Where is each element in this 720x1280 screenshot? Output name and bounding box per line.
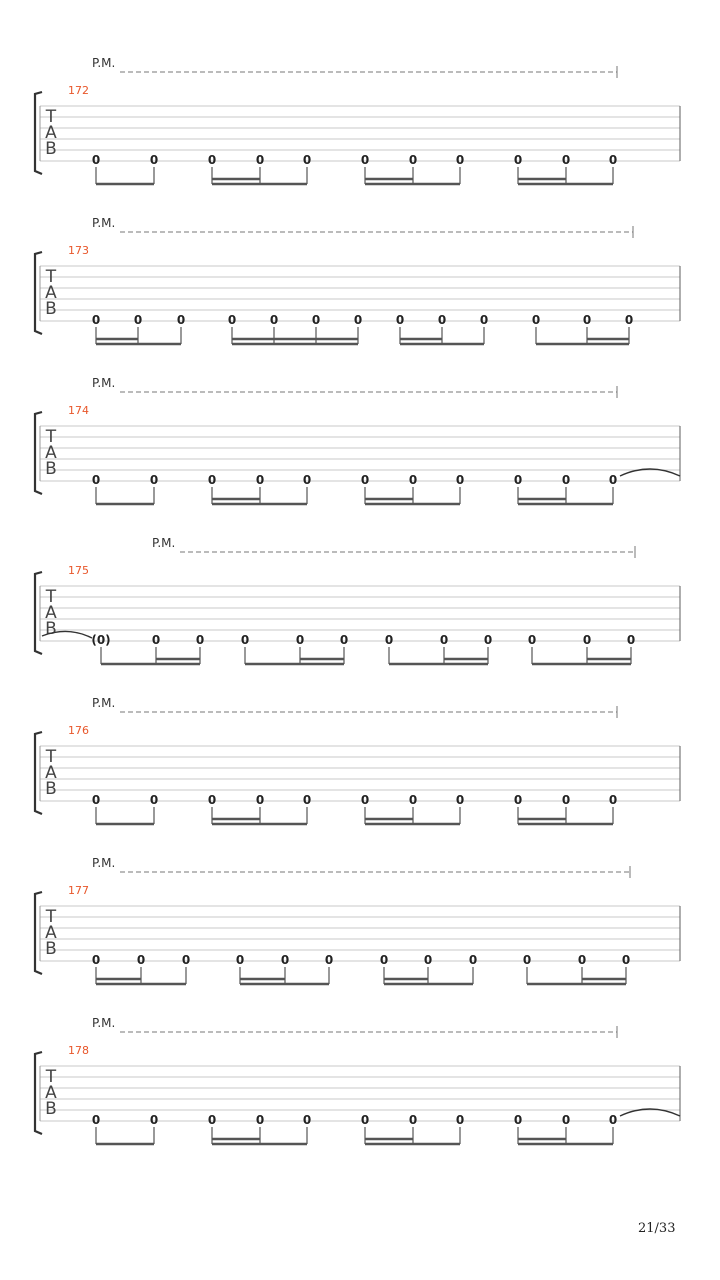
fret-number: 0 [149, 793, 159, 807]
tab-clef-letter: B [45, 459, 57, 479]
fret-number: 0 [360, 473, 370, 487]
fret-number: 0 [91, 1113, 101, 1127]
fret-number: 0 [455, 793, 465, 807]
tab-clef-letter: T [45, 907, 57, 927]
fret-number: 0 [360, 1113, 370, 1127]
fret-number: 0 [255, 793, 265, 807]
tab-clef-letter: T [45, 267, 57, 287]
fret-number: 0 [561, 793, 571, 807]
fret-number: 0 [255, 153, 265, 167]
fret-number: 0 [582, 633, 592, 647]
fret-number: 0 [384, 633, 394, 647]
fret-number: 0 [513, 793, 523, 807]
system-bracket [35, 412, 42, 494]
tab-clef-letter: B [45, 139, 57, 159]
tab-clef-letter: T [45, 747, 57, 767]
fret-number: 0 [311, 313, 321, 327]
tab-clef-letter: T [45, 427, 57, 447]
palm-mute-label: P.M. [92, 1016, 116, 1030]
tab-clef-letter: B [45, 1099, 57, 1119]
fret-number: 0 [513, 473, 523, 487]
fret-number: 0 [513, 153, 523, 167]
fret-number: 0 [91, 793, 101, 807]
fret-number: 0 [379, 953, 389, 967]
fret-number: 0 [207, 153, 217, 167]
fret-number: 0 [269, 313, 279, 327]
fret-number: 0 [455, 1113, 465, 1127]
fret-number: 0 [91, 153, 101, 167]
fret-number: 0 [608, 793, 618, 807]
fret-number: 0 [624, 313, 634, 327]
system-bracket [35, 1052, 42, 1134]
fret-number: 0 [136, 953, 146, 967]
fret-number: (0) [91, 633, 111, 647]
fret-number: 0 [176, 313, 186, 327]
fret-number: 0 [360, 793, 370, 807]
fret-number: 0 [181, 953, 191, 967]
fret-number: 0 [626, 633, 636, 647]
fret-number: 0 [531, 313, 541, 327]
fret-number: 0 [302, 153, 312, 167]
fret-number: 0 [395, 313, 405, 327]
tab-clef-letter: T [45, 587, 57, 607]
measure-number: 175 [68, 564, 89, 577]
fret-number: 0 [561, 153, 571, 167]
tab-clef-letter: A [45, 123, 57, 143]
fret-number: 0 [408, 793, 418, 807]
tab-clef-letter: B [45, 939, 57, 959]
palm-mute-label: P.M. [92, 376, 116, 390]
fret-number: 0 [408, 1113, 418, 1127]
palm-mute-label: P.M. [92, 216, 116, 230]
fret-number: 0 [527, 633, 537, 647]
tab-clef-letter: B [45, 779, 57, 799]
fret-number: 0 [149, 473, 159, 487]
palm-mute-label: P.M. [92, 696, 116, 710]
tab-clef-letter: A [45, 283, 57, 303]
fret-number: 0 [255, 1113, 265, 1127]
fret-number: 0 [360, 153, 370, 167]
fret-number: 0 [151, 633, 161, 647]
fret-number: 0 [207, 793, 217, 807]
tab-clef-letter: A [45, 443, 57, 463]
tab-clef-letter: B [45, 619, 57, 639]
palm-mute-label: P.M. [92, 56, 116, 70]
system-bracket [35, 732, 42, 814]
palm-mute-label: P.M. [152, 536, 176, 550]
fret-number: 0 [302, 473, 312, 487]
fret-number: 0 [437, 313, 447, 327]
fret-number: 0 [621, 953, 631, 967]
palm-mute-label: P.M. [92, 856, 116, 870]
fret-number: 0 [455, 153, 465, 167]
fret-number: 0 [408, 473, 418, 487]
tab-clef-letter: T [45, 107, 57, 127]
tab-clef-letter: T [45, 1067, 57, 1087]
fret-number: 0 [149, 1113, 159, 1127]
fret-number: 0 [91, 953, 101, 967]
fret-number: 0 [582, 313, 592, 327]
fret-number: 0 [608, 153, 618, 167]
fret-number: 0 [133, 313, 143, 327]
fret-number: 0 [149, 153, 159, 167]
tab-clef-letter: A [45, 923, 57, 943]
fret-number: 0 [353, 313, 363, 327]
fret-number: 0 [91, 313, 101, 327]
tab-clef-letter: A [45, 763, 57, 783]
fret-number: 0 [479, 313, 489, 327]
fret-number: 0 [423, 953, 433, 967]
fret-number: 0 [324, 953, 334, 967]
system-bracket [35, 572, 42, 654]
fret-number: 0 [561, 1113, 571, 1127]
fret-number: 0 [408, 153, 418, 167]
fret-number: 0 [608, 473, 618, 487]
fret-number: 0 [302, 793, 312, 807]
measure-number: 176 [68, 724, 89, 737]
fret-number: 0 [561, 473, 571, 487]
measure-number: 174 [68, 404, 89, 417]
system-bracket [35, 92, 42, 174]
tab-clef-letter: A [45, 603, 57, 623]
fret-number: 0 [280, 953, 290, 967]
fret-number: 0 [207, 1113, 217, 1127]
fret-number: 0 [483, 633, 493, 647]
measure-number: 178 [68, 1044, 89, 1057]
fret-number: 0 [207, 473, 217, 487]
fret-number: 0 [468, 953, 478, 967]
system-bracket [35, 252, 42, 334]
fret-number: 0 [240, 633, 250, 647]
measure-number: 177 [68, 884, 89, 897]
measure-number: 173 [68, 244, 89, 257]
fret-number: 0 [235, 953, 245, 967]
tab-clef-letter: B [45, 299, 57, 319]
fret-number: 0 [455, 473, 465, 487]
fret-number: 0 [522, 953, 532, 967]
page-number: 21/33 [638, 1221, 676, 1236]
fret-number: 0 [439, 633, 449, 647]
fret-number: 0 [255, 473, 265, 487]
fret-number: 0 [91, 473, 101, 487]
tab-clef-letter: A [45, 1083, 57, 1103]
fret-number: 0 [295, 633, 305, 647]
fret-number: 0 [227, 313, 237, 327]
fret-number: 0 [608, 1113, 618, 1127]
fret-number: 0 [577, 953, 587, 967]
fret-number: 0 [302, 1113, 312, 1127]
fret-number: 0 [513, 1113, 523, 1127]
measure-number: 172 [68, 84, 89, 97]
fret-number: 0 [195, 633, 205, 647]
system-bracket [35, 892, 42, 974]
fret-number: 0 [339, 633, 349, 647]
